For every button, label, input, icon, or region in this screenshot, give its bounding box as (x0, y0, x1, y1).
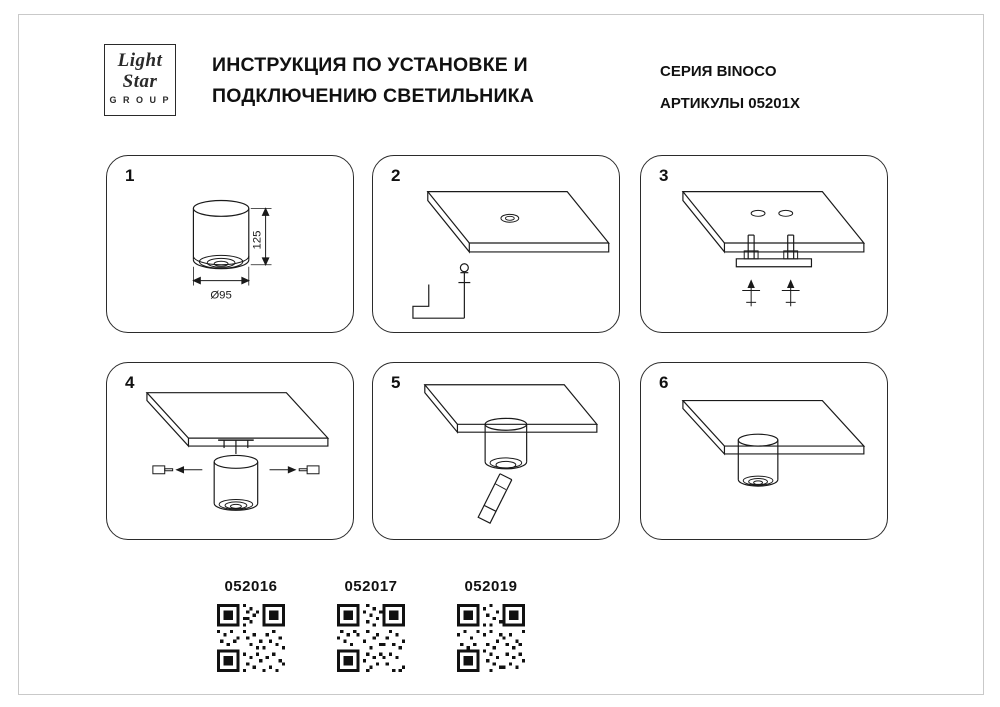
step-card-6 (640, 362, 888, 540)
qr-code-icon (457, 604, 525, 672)
step-number-4: 4 (125, 373, 135, 392)
step-1-height-label: 125 (251, 230, 264, 250)
series-articles: АРТИКУЛЫ 05201X (660, 95, 800, 112)
step-1-illustration (107, 156, 353, 332)
step-1-diameter-label: Ø95 (210, 289, 232, 302)
page-title (212, 50, 592, 112)
step-6-illustration (641, 363, 887, 539)
product-code-block-3 (436, 578, 546, 672)
step-number-3: 3 (659, 166, 669, 185)
step-3-illustration (641, 156, 887, 332)
page-title-line-1: ИНСТРУКЦИЯ ПО УСТАНОВКЕ И (212, 54, 528, 76)
step-card-1 (106, 155, 354, 333)
series-name: СЕРИЯ BINOCO (660, 63, 777, 80)
step-card-5 (372, 362, 620, 540)
step-card-4 (106, 362, 354, 540)
logo-line-2: Star (122, 71, 158, 92)
step-4-illustration (107, 363, 353, 539)
step-number-2: 2 (391, 166, 401, 185)
step-number-1: 1 (125, 166, 135, 185)
product-code-label: 052017 (344, 578, 398, 595)
qr-code-icon (337, 604, 405, 672)
logo-line-1: Light (117, 50, 163, 71)
step-5-illustration (373, 363, 619, 539)
page-title-line-2: ПОДКЛЮЧЕНИЮ СВЕТИЛЬНИКА (212, 85, 535, 107)
series-info (660, 56, 940, 120)
step-number-5: 5 (391, 373, 401, 392)
product-code-block-1 (196, 578, 306, 672)
qr-code-icon (217, 604, 285, 672)
step-number-6: 6 (659, 373, 669, 392)
step-2-illustration (373, 156, 619, 332)
step-card-2 (372, 155, 620, 333)
step-card-3 (640, 155, 888, 333)
product-code-label: 052016 (224, 578, 278, 595)
logo-line-3: G R O U P (109, 95, 171, 105)
product-code-label: 052019 (464, 578, 518, 595)
brand-logo (104, 44, 176, 116)
product-code-block-2 (316, 578, 426, 672)
